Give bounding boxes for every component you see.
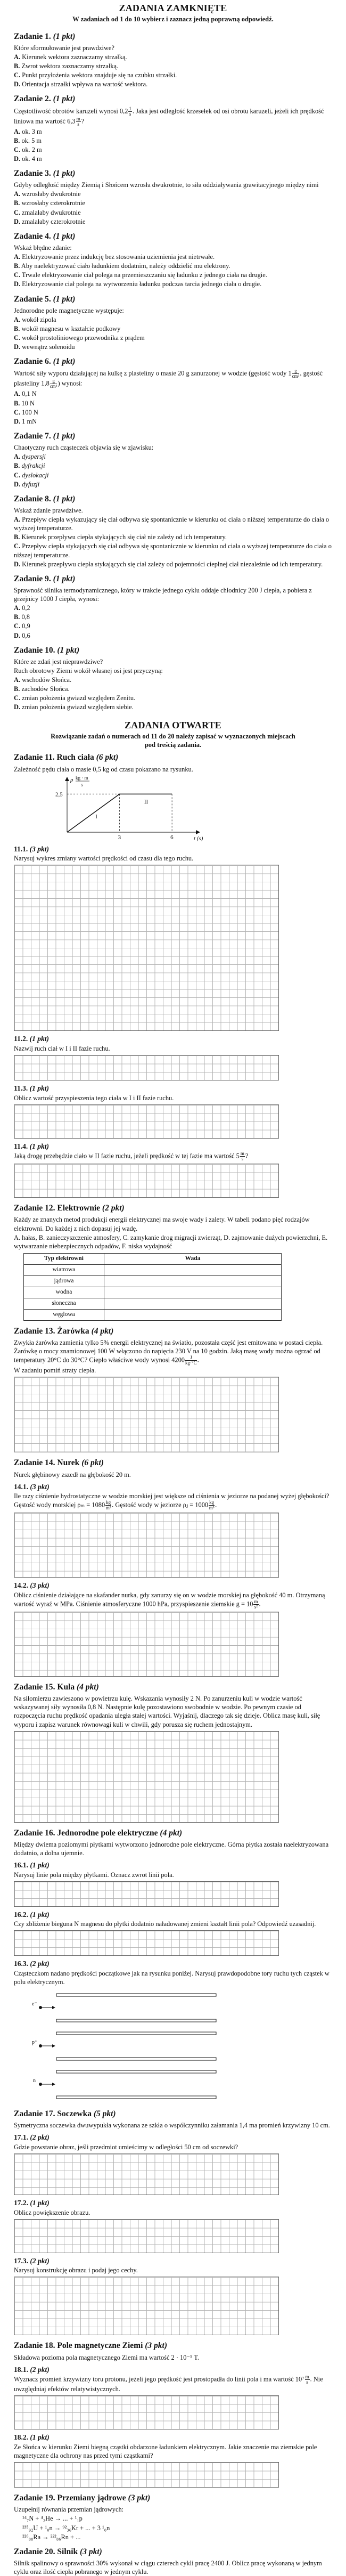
task-points: (6 pkt): [81, 1458, 104, 1468]
answer-grid[interactable]: [14, 1881, 279, 1907]
answer-option[interactable]: D. wewnątrz solenoidu: [14, 343, 75, 351]
answer-option[interactable]: C. zmalałaby dwukrotnie: [14, 208, 81, 216]
answer-option[interactable]: A. Elektryzowanie przez indukcję bez stosowania uziemienia jest nietrwałe.: [14, 253, 215, 261]
positive-plate: [56, 2032, 216, 2035]
phase-label: II: [144, 799, 149, 806]
task-18: Zadanie 18. Pole magnetyczne Ziemi (3 pkt) Składowa pozioma pola magnetycznego Ziemi ma wartość 2 · 10⁻⁵ T. 18.1. (2 pkt) Wyznacz promień krzywizny toru protonu, jeżeli jego prędkość jest prostopadła do linii pola i ma wartość 10⁷ $\frac{m}{s}$ . Nie uwzględniaj efektów relatywistycznych. 18.2. (1 pkt) Ze Słońca w kierunku Ziemi biegną cząstki obdarzone ładunkiem elektrycznym. Jakie znaczenie ma ziemskie pole magnetyczne dla ochrony nas przed tymi cząstkami?: [14, 2341, 332, 2488]
particle-label: p⁺: [32, 2039, 38, 2046]
answer-option[interactable]: B. Zwrot wektora zaznaczamy strzałką.: [14, 62, 119, 70]
task-question: Sprawność silnika termodynamicznego, który w trakcie jednego cyklu oddaje chłodnicy 200 J ciepła, a pobiera z grzejnicy 1000 J ciepła, wynosi:: [14, 586, 312, 603]
answer-option[interactable]: C. zmian położenia gwiazd względem Zenitu.: [14, 694, 136, 702]
task-points: (1 pkt): [53, 494, 76, 503]
answer-option[interactable]: A. 0,1 N: [14, 390, 37, 398]
task-15: [14, 1682, 332, 1823]
task-question: Wskaż błędne zdanie:: [14, 243, 72, 251]
answer-option[interactable]: A. wokół zipola: [14, 315, 56, 323]
answer-grid[interactable]: [14, 1164, 279, 1198]
subtask-label: 14.1.: [14, 1482, 28, 1491]
answer-cell[interactable]: [104, 1275, 282, 1287]
subtask-label: 11.1.: [14, 844, 28, 853]
task-points: (5 pkt): [93, 2109, 116, 2119]
task-3: [14, 168, 332, 226]
task-10: [14, 645, 332, 712]
task-text-2: A. hałas, B. zanieczyszczenie atmosfery, C. zamykanie drog migracji zwierząt, D. zajmowanie dużych powierzchni, E. wytwarzanie niebezpiecznych odpadów, F. niska wydajność: [14, 1233, 328, 1250]
subtask-label: 18.2.: [14, 2433, 28, 2442]
task-text: Na siłomierzu zawieszono w powietrzu kulę. Wskazania wynosiły 2 N. Po zanurzeniu kuli w wodzie wartość wskazywanej siły wynosiła 0,8 N. Następnie kulę pozostawiono swobodnie w wodzie. Po pewnym czasie od rozpoczęcia ruchu prędkość opadania uległa stałej wartości. Wyjaśnij, dlaczego tak się dzieje. Oblicz masę kuli, siłę wyporu i zapisz warunek równowagi kuli w chwili, gdy porusza się ruchem jednostajnym.: [14, 1695, 320, 1728]
task-text: Nurek głębinowy zszedł na głębokość 20 m.: [14, 1470, 131, 1478]
task-question: Gdyby odległość między Ziemią i Słońcem wzrosła dwukrotnie, to siła oddziaływania grawitacyjnego między nimi: [14, 181, 319, 189]
subtask-label: 18.1.: [14, 2365, 28, 2374]
fraction: $\frac{m}{s}$: [76, 116, 80, 127]
particle-label: e⁻: [32, 2001, 37, 2008]
y-axis-label: p: [70, 776, 73, 783]
table-row: wiatrowa: [24, 1264, 282, 1275]
x-axis-label: t (s): [194, 835, 203, 841]
subtask-text: Narysuj linie pola między płytkami. Oznacz zwrot linii pola.: [14, 1871, 174, 1879]
task-text-2: W zadaniu pomiń straty ciepła.: [14, 1367, 96, 1375]
table-header: Wada: [104, 1253, 282, 1264]
answer-option[interactable]: D. 1 mN: [14, 417, 37, 425]
field-diagram-proton: [24, 2028, 237, 2065]
task-8: [14, 494, 332, 568]
answer-grid[interactable]: [14, 2154, 279, 2195]
answer-grid[interactable]: [14, 1612, 279, 1677]
task-label: Zadanie 4.: [14, 231, 51, 241]
y-tick-label: 2,5: [55, 791, 63, 798]
answer-option[interactable]: B. 10 N: [14, 399, 35, 407]
subtask-label: 11.2.: [14, 1035, 28, 1043]
task-question: Chaotyczny ruch cząsteczek objawia się w zjawisku:: [14, 444, 154, 452]
section-subtitle: W zadaniach od 1 do 10 wybierz i zaznacz jedną poprawną odpowiedź.: [72, 15, 274, 23]
subtask-text: Oblicz powiększenie obrazu.: [14, 2208, 90, 2216]
answer-option[interactable]: C. 0,9: [14, 622, 30, 630]
answer-option[interactable]: B. zachodów Słońca.: [14, 685, 70, 693]
section-title: ZADANIA OTWARTE: [125, 719, 221, 730]
answer-grid[interactable]: [14, 865, 279, 1031]
subtask-label: 11.4.: [14, 1142, 28, 1150]
task-17: Zadanie 17. Soczewka (5 pkt) Symetryczna soczewka dwuwypukła wykonana ze szkła o współczynniku załamania 1,4 ma promień krzywizny 10 cm. 17.1. (2 pkt) Gdzie powstanie obraz, jeśli przedmiot umieścimy w odległości 50 cm od soczewki? 17.2. (1 pkt) Oblicz powiększenie obrazu. 17.3. (2 pkt) Narysuj konstrukcję obrazu i podaj jego cechy.: [14, 2109, 332, 2335]
task-question: Wartość siły wyporu działającej na kulkę z plasteliny o masie 20 g zanurzonej w wodzie (gęstość wody 1 $\frac{g}{\text{cm³}}$ , gęstość plasteliny 1,8 $\frac{g}{\text{cm³}}$ ) wynosi:: [14, 368, 323, 389]
answer-option[interactable]: B. 0,8: [14, 613, 30, 621]
task-points: (1 pkt): [53, 357, 76, 367]
answer-cell[interactable]: [104, 1287, 282, 1298]
answer-option[interactable]: A. wschodów Słońca.: [14, 676, 72, 684]
nuclear-equation[interactable]: ¹⁴₇N + ⁴₂He → ... + ¹₁p: [22, 2515, 83, 2523]
fraction: $\frac{1}{s}$: [129, 105, 131, 117]
answer-option[interactable]: A. ok. 3 m: [14, 127, 42, 135]
phase-label: I: [95, 813, 97, 820]
section-subtitle: Rozwiązanie zadań o numerach od 11 do 20 należy zapisać w wyznaczonych miejscach pod treścią zadania.: [51, 732, 295, 749]
task-points: (4 pkt): [160, 1828, 183, 1838]
velocity-arrow-icon: [52, 2044, 55, 2047]
answer-option[interactable]: D. ok. 4 m: [14, 155, 42, 162]
answer-option[interactable]: D. Orientacja strzałki wpływa na wartość wektora.: [14, 80, 148, 88]
subtask-label: 17.2.: [14, 2199, 28, 2207]
answer-grid[interactable]: [14, 2219, 279, 2253]
table-row: jądrowa: [24, 1275, 282, 1287]
answer-option[interactable]: C. wokół prostoliniowego przewodnika z prądem: [14, 334, 145, 342]
answer-option[interactable]: D. 0,6: [14, 631, 30, 639]
task-question: Częstotliwość obrotów karuzeli wynosi 0,2 $\frac{1}{s}$ . Jaka jest odległość krzesełek od osi obrotu karuzeli, jeżeli ich prędkość liniowa ma wartość 6,3 $\frac{m}{s}$ ?: [14, 105, 324, 127]
task-text: Między dwiema poziomymi płytkami wytworzono jednorodne pole elektryczne. Górna płytka została naelektryzowana dodatnio, a dolna ujemnie.: [14, 1840, 329, 1857]
answer-option[interactable]: B. wzrosłaby czterokrotnie: [14, 199, 85, 207]
task-label: Zadanie 3.: [14, 169, 51, 178]
field-diagram-electron: [24, 1989, 237, 2027]
task-label: Zadanie 19. Przemiany jądrowe: [14, 2493, 126, 2503]
task-label: Zadanie 10.: [14, 645, 55, 655]
negative-plate: [56, 2058, 216, 2060]
negative-plate: [56, 2019, 216, 2022]
task-points: (1 pkt): [53, 169, 76, 178]
task-points: (4 pkt): [77, 1683, 99, 1692]
task-text: Zwykła żarówka zamienia tylko 5% energii elektrycznej na światło, pozostała część jest emitowana w postaci ciepła. Żarówkę o mocy znamionowej 100 W włączono do napięcia 230 V na 10 godzin. Jaką masę wody można ogrzać od temperatury 20°C do 30°C? Ciepło właściwe wody wynosi 4200 $\frac{J}{kg\cdot^\circ C}$ .: [14, 1339, 323, 1366]
task-12: [14, 1203, 332, 1321]
task-label: Zadanie 20. Silnik: [14, 2547, 78, 2556]
answer-option[interactable]: D. zmalałaby czterokrotnie: [14, 217, 86, 225]
task-label: Zadanie 5.: [14, 294, 51, 304]
answer-option[interactable]: A. dyspersji: [14, 453, 46, 461]
subtask-text: Nazwij ruch ciał w I i II fazie ruchu.: [14, 1044, 110, 1052]
subtask-label: 16.3.: [14, 1960, 28, 1968]
task-points: (1 pkt): [53, 231, 76, 241]
subtask-text: Gdzie powstanie obraz, jeśli przedmiot umieścimy w odległości 50 cm od soczewki?: [14, 2143, 238, 2151]
fraction: $\frac{g}{\text{cm³}}$: [50, 378, 57, 389]
task-label: Zadanie 2.: [14, 94, 51, 104]
task-label: Zadanie 1.: [14, 31, 51, 41]
positive-plate: [56, 2070, 216, 2073]
momentum-time-chart: [46, 775, 205, 841]
answer-cell[interactable]: [104, 1309, 282, 1320]
table-row: węglowa: [24, 1309, 282, 1320]
task-14: Zadanie 14. Nurek (6 pkt) Nurek głębinowy zszedł na głębokość 20 m. 14.1. (3 pkt) Ile razy ciśnienie hydrostatyczne w wodzie morskiej jest większe od ciśnienia w jeziorze na podanej wyżej głębokości? Gęstość wody morskiej ρₘ = 1080 $\frac{kg}{\text{m³}}$ . Gęstość wody w jeziorze ρⱼ = 1000 $\frac{kg}{\text{m³}}$ . 14.2. (3 pkt) Oblicz ciśnienie działające na skafander nurka, gdy zanurzy się on w wodzie morskiej na głębokość 40 m. Otrzymaną wartość wyraź w MPa. Ciśnienie atmosferyczne 1000 hPa, przyspieszenie ziemskie g = 10 $\frac{m}{\text{s²}}$ .: [14, 1458, 332, 1677]
velocity-arrow-icon: [52, 2006, 55, 2009]
answer-option[interactable]: D. Kierunek przepływu ciepła stykających się ciał zależy od pojemności cieplnej ciał niezależnie od ich temperatury.: [14, 560, 323, 568]
task-points: (3 pkt): [80, 2547, 102, 2556]
task-text: Zależność pędu ciała o masie 0,5 kg od czasu pokazano na rysunku.: [14, 765, 193, 773]
nuclear-equation[interactable]: ²³⁵₉₂U + ¹₀n → ⁹²₃₆Kr + ... + 3 ¹₀n: [22, 2524, 110, 2532]
answer-option[interactable]: C. 100 N: [14, 408, 38, 416]
answer-grid[interactable]: [14, 2395, 279, 2429]
task-6: [14, 356, 332, 426]
task-text: Symetryczna soczewka dwuwypukła wykonana ze szkła o współczynniku załamania 1,4 ma promień krzywizny 10 cm.: [14, 2122, 330, 2130]
y-unit-den: s: [81, 782, 83, 787]
subtask-text: Czy zbliżenie bieguna N magnesu do płytki dodatnio naładowanej zmieni kształt linii pola? Odpowiedź uzasadnij.: [14, 1920, 316, 1928]
task-20: [14, 2547, 332, 2576]
task-points: (2 pkt): [102, 1204, 125, 1213]
answer-grid[interactable]: [14, 1513, 279, 1578]
answer-grid[interactable]: [14, 1104, 279, 1139]
subtask-label: 11.3.: [14, 1084, 28, 1093]
fraction: $\frac{m}{s}$: [305, 2374, 309, 2385]
subtask-label: 16.2.: [14, 1910, 28, 1919]
task-label: Zadanie 18. Pole magnetyczne Ziemi: [14, 2341, 143, 2351]
task-question: Wskaż zdanie prawdziwe.: [14, 506, 83, 514]
answer-grid[interactable]: [14, 1055, 279, 1080]
subtask-text: Jaką drogę przebędzie ciało w II fazie ruchu, jeżeli prędkość w tej fazie ma wartość 5 $\frac{m}{s}$ ?: [14, 1151, 249, 1162]
fraction: $\frac{kg}{\text{m³}}$: [105, 1500, 111, 1511]
task-16: Zadanie 16. Jednorodne pole elektryczne (4 pkt) Między dwiema poziomymi płytkami wytworzono jednorodne pole elektryczne. Górna płytka została naelektryzowana dodatnio, a dolna ujemnie. 16.1. (1 pkt) Narysuj linie pola między płytkami. Oznacz zwrot linii pola. 16.2. (1 pkt) Czy zbliżenie bieguna N magnesu do płytki dodatnio naładowanej zmieni kształt linii pola? Odpowiedź uzasadnij. 16.3. (2 pkt) Cząsteczkom nadano prędkości początkowe jak na rysunku poniżej. Narysuj prawdopodobne tory ruchu tych cząstek w polu elektrycznym. e⁻ p⁺ n: [14, 1828, 332, 2104]
answer-option[interactable]: B. ok. 5 m: [14, 136, 42, 144]
subtask-label: 14.2.: [14, 1581, 28, 1590]
task-label: Zadanie 15. Kula: [14, 1683, 75, 1692]
task-label: Zadanie 13. Żarówka: [14, 1326, 89, 1336]
task-text: Silnik spalinowy o sprawności 30% wykonał w ciągu czterech cykli pracę 2400 J. Oblicz pracę wykonaną w jednym cyklu oraz ilość ciepła pobranego w jednym cyklu.: [14, 2559, 322, 2576]
task-points: (1 pkt): [53, 294, 76, 304]
answer-grid[interactable]: [14, 1731, 279, 1823]
subtask-text: Ile razy ciśnienie hydrostatyczne w wodzie morskiej jest większe od ciśnienia w jeziorze na podanej wyżej głębokości? Gęstość wody morskiej ρₘ = 1080 $\frac{kg}{\text{m³}}$ . Gęstość wody w jeziorze ρⱼ = 1000 $\frac{kg}{\text{m³}}$ .: [14, 1492, 329, 1511]
velocity-arrow-icon: [52, 2083, 55, 2086]
answer-option[interactable]: D. zmian położenia gwiazd względem siebie.: [14, 703, 134, 711]
task-points: (3 pkt): [145, 2341, 168, 2351]
y-unit-num: kg · m: [76, 775, 88, 781]
subtask-text: Cząsteczkom nadano prędkości początkowe jak na rysunku poniżej. Narysuj prawdopodobne tory ruchu tych cząstek w polu elektrycznym.: [14, 1969, 329, 1986]
task-label: Zadanie 12. Elektrownie: [14, 1204, 101, 1213]
answer-option[interactable]: D. Elektryzowanie ciał polega na wytworzeniu ładunku podczas tarcia jednego ciała o drugie.: [14, 280, 262, 288]
fraction: $\frac{g}{\text{cm³}}$: [292, 368, 300, 379]
task-text: Składowa pozioma pola magnetycznego Ziemi ma wartość 2 · 10⁻⁵ T.: [14, 2353, 199, 2361]
task-label: Zadanie 17. Soczewka: [14, 2109, 92, 2119]
open-tasks-header: [14, 719, 332, 750]
task-points: (3 pkt): [128, 2493, 151, 2503]
section-title: ZADANIA ZAMKNIĘTE: [119, 3, 227, 13]
answer-option[interactable]: A. Kierunek wektora zaznaczamy strzałką.: [14, 53, 127, 61]
answer-option[interactable]: B. Kierunek przepływu ciepła stykających się ciał nie zależy od ich temperatury.: [14, 533, 227, 541]
task-5: [14, 294, 332, 352]
subtask-text: Narysuj wykres zmiany wartości prędkości od czasu dla tego ruchu.: [14, 855, 194, 863]
nuclear-equation[interactable]: ²²⁶₈₈Ra → ²²²₈₆Rn + ...: [22, 2533, 81, 2541]
subtask-text: Oblicz ciśnienie działające na skafander nurka, gdy zanurzy się on w wodzie morskiej na głębokość 40 m. Otrzymaną wartość wyraź w MPa. Ciśnienie atmosferyczne 1000 hPa, przyspieszenie ziemskie g = 10 $\frac{m}{\text{s²}}$ .: [14, 1591, 325, 1610]
task-label: Zadanie 7.: [14, 431, 51, 441]
negative-plate: [56, 2096, 216, 2099]
answer-option[interactable]: C. Trwale elektryzowanie ciał polega na przemieszczaniu się ładunku z jednego ciała na drugie.: [14, 271, 267, 279]
table-row: wodna: [24, 1287, 282, 1298]
answer-option[interactable]: B. Aby naelektryzować ciało ładunkiem dodatnim, należy oddzielić mu elektrony.: [14, 262, 230, 270]
task-points: (6 pkt): [96, 753, 119, 762]
answer-option[interactable]: B. dyfrakcji: [14, 462, 45, 470]
field-diagram-neutron: [24, 2066, 237, 2103]
answer-option[interactable]: C. Przepływ ciepła stykających się ciał odbywa się spontanicznie w kierunku od ciała o wyższej temperaturze do ciała o niższej temperaturze.: [14, 542, 332, 559]
answer-option[interactable]: A. Przepływ ciepła wykazujący się ciał odbywa się spontanicznie w kierunku od ciała o niższej temperaturze do ciała o wyższej temperaturze.: [14, 516, 329, 532]
task-text: Każdy ze znanych metod produkcji energii elektrycznej ma swoje wady i zalety. W tabeli podano pięć rodzajów elektrowni. Do każdej z nich dopasuj jej wadę.: [14, 1216, 310, 1232]
task-question: Które ze zdań jest nieprawdziwe?: [14, 657, 103, 665]
answer-cell[interactable]: [104, 1264, 282, 1275]
task-label: Zadanie 11. Ruch ciała: [14, 753, 94, 762]
answer-option[interactable]: C. dyslokacji: [14, 471, 49, 479]
fraction: $\frac{J}{kg\cdot^\circ C}$: [185, 1355, 197, 1366]
answer-grid[interactable]: [14, 2462, 279, 2488]
table-header: Typ elektrowni: [24, 1253, 104, 1264]
subtask-text: Narysuj konstrukcję obrazu i podaj jego cechy.: [14, 2266, 138, 2274]
fraction: $\frac{m}{\text{s²}}$: [254, 1599, 258, 1610]
answer-grid[interactable]: [14, 1377, 279, 1452]
task-points: (1 pkt): [53, 31, 76, 41]
fraction: $\frac{kg}{\text{m³}}$: [209, 1500, 215, 1511]
task-points: (1 pkt): [53, 431, 76, 441]
task-1: [14, 31, 332, 89]
answer-option[interactable]: A. 0,2: [14, 604, 30, 612]
answer-grid[interactable]: [14, 2277, 279, 2335]
answer-option[interactable]: C. Punkt przyłożenia wektora znajduje się na czubku strzałki.: [14, 71, 177, 79]
task-text: Uzupełnij równania przemian jądrowych:: [14, 2506, 124, 2514]
task-label: Zadanie 16. Jednorodne pole elektryczne: [14, 1828, 158, 1838]
subtask-label: 16.1.: [14, 1861, 28, 1870]
x-tick-label: 3: [118, 834, 121, 841]
task-2: [14, 94, 332, 163]
task-question-2: Ruch obrotowy Ziemi wokół własnej osi jest przyczyną:: [14, 667, 163, 675]
task-points: (4 pkt): [91, 1326, 114, 1336]
subtask-label: 17.1.: [14, 2133, 28, 2142]
subtask-text: Wyznacz promień krzywizny toru protonu, jeżeli jego prędkość jest prostopadła do linii pola i ma wartość 10⁷ $\frac{m}{s}$ . Nie uwzględniaj efektów relatywistycznych.: [14, 2374, 323, 2393]
task-11: Zadanie 11. Ruch ciała (6 pkt) Zależność pędu ciała o masie 0,5 kg od czasu pokazano na rysunku. p kg · m s t (s) 2,5 3 6 I II 11.1. (3 pkt) Narysuj wykres zmiany wartości prędkości od czasu dla tego ruchu. 11.2. (1 pkt) Nazwij ruch ciał w I i II fazie ruchu. 11.3. (1 pkt) Oblicz wartość przyspieszenia tego ciała w I i II fazie ruchu. 11.4. (1 pkt) Jaką drogę przebędzie ciało w II fazie ruchu, jeżeli prędkość w tej fazie ma wartość 5 $\frac{m}{s}$ ?: [14, 752, 332, 1198]
particle-label: n: [33, 2078, 36, 2084]
y-axis-arrow-icon: [65, 777, 69, 781]
task-4: [14, 231, 332, 289]
task-points: (1 pkt): [57, 645, 80, 655]
task-label: Zadanie 14. Nurek: [14, 1458, 80, 1468]
power-plant-table: [23, 1253, 282, 1321]
task-question: Jednorodne pole magnetyczne występuje:: [14, 306, 124, 314]
fraction: $\frac{m}{s}$: [240, 1151, 244, 1162]
task-9: [14, 574, 332, 640]
task-label: Zadanie 9.: [14, 574, 51, 583]
task-7: [14, 431, 332, 489]
subtask-text: Ze Słońca w kierunku Ziemi biegną cząstki obdarzone ładunkiem elektrycznym. Jakie znaczenie ma ziemskie pole magnetyczne dla ochrony nas przed tymi cząstkami?: [14, 2443, 317, 2460]
answer-option[interactable]: C. ok. 2 m: [14, 145, 42, 153]
x-tick-label: 6: [170, 834, 174, 841]
x-axis-arrow-icon: [196, 830, 200, 834]
subtask-text: Oblicz wartość przyspieszenia tego ciała w I i II fazie ruchu.: [14, 1094, 174, 1102]
task-points: (1 pkt): [53, 94, 76, 104]
task-13: [14, 1326, 332, 1453]
answer-cell[interactable]: [104, 1298, 282, 1309]
subtask-label: 17.3.: [14, 2256, 28, 2265]
task-label: Zadanie 6.: [14, 357, 51, 367]
table-row: słoneczna: [24, 1298, 282, 1309]
answer-option[interactable]: D. dyfuzji: [14, 480, 40, 488]
task-19: [14, 2493, 332, 2541]
answer-option[interactable]: B. wokół magnesu w kształcie podkowy: [14, 324, 121, 332]
task-points: (1 pkt): [53, 574, 76, 583]
answer-option[interactable]: A. wzrosłaby dwukrotnie: [14, 190, 81, 198]
task-label: Zadanie 8.: [14, 494, 51, 503]
task-question: Które sformułowanie jest prawdziwe?: [14, 44, 114, 52]
positive-plate: [56, 1994, 216, 1996]
closed-tasks-header: [14, 2, 332, 24]
answer-grid[interactable]: [14, 1930, 279, 1956]
